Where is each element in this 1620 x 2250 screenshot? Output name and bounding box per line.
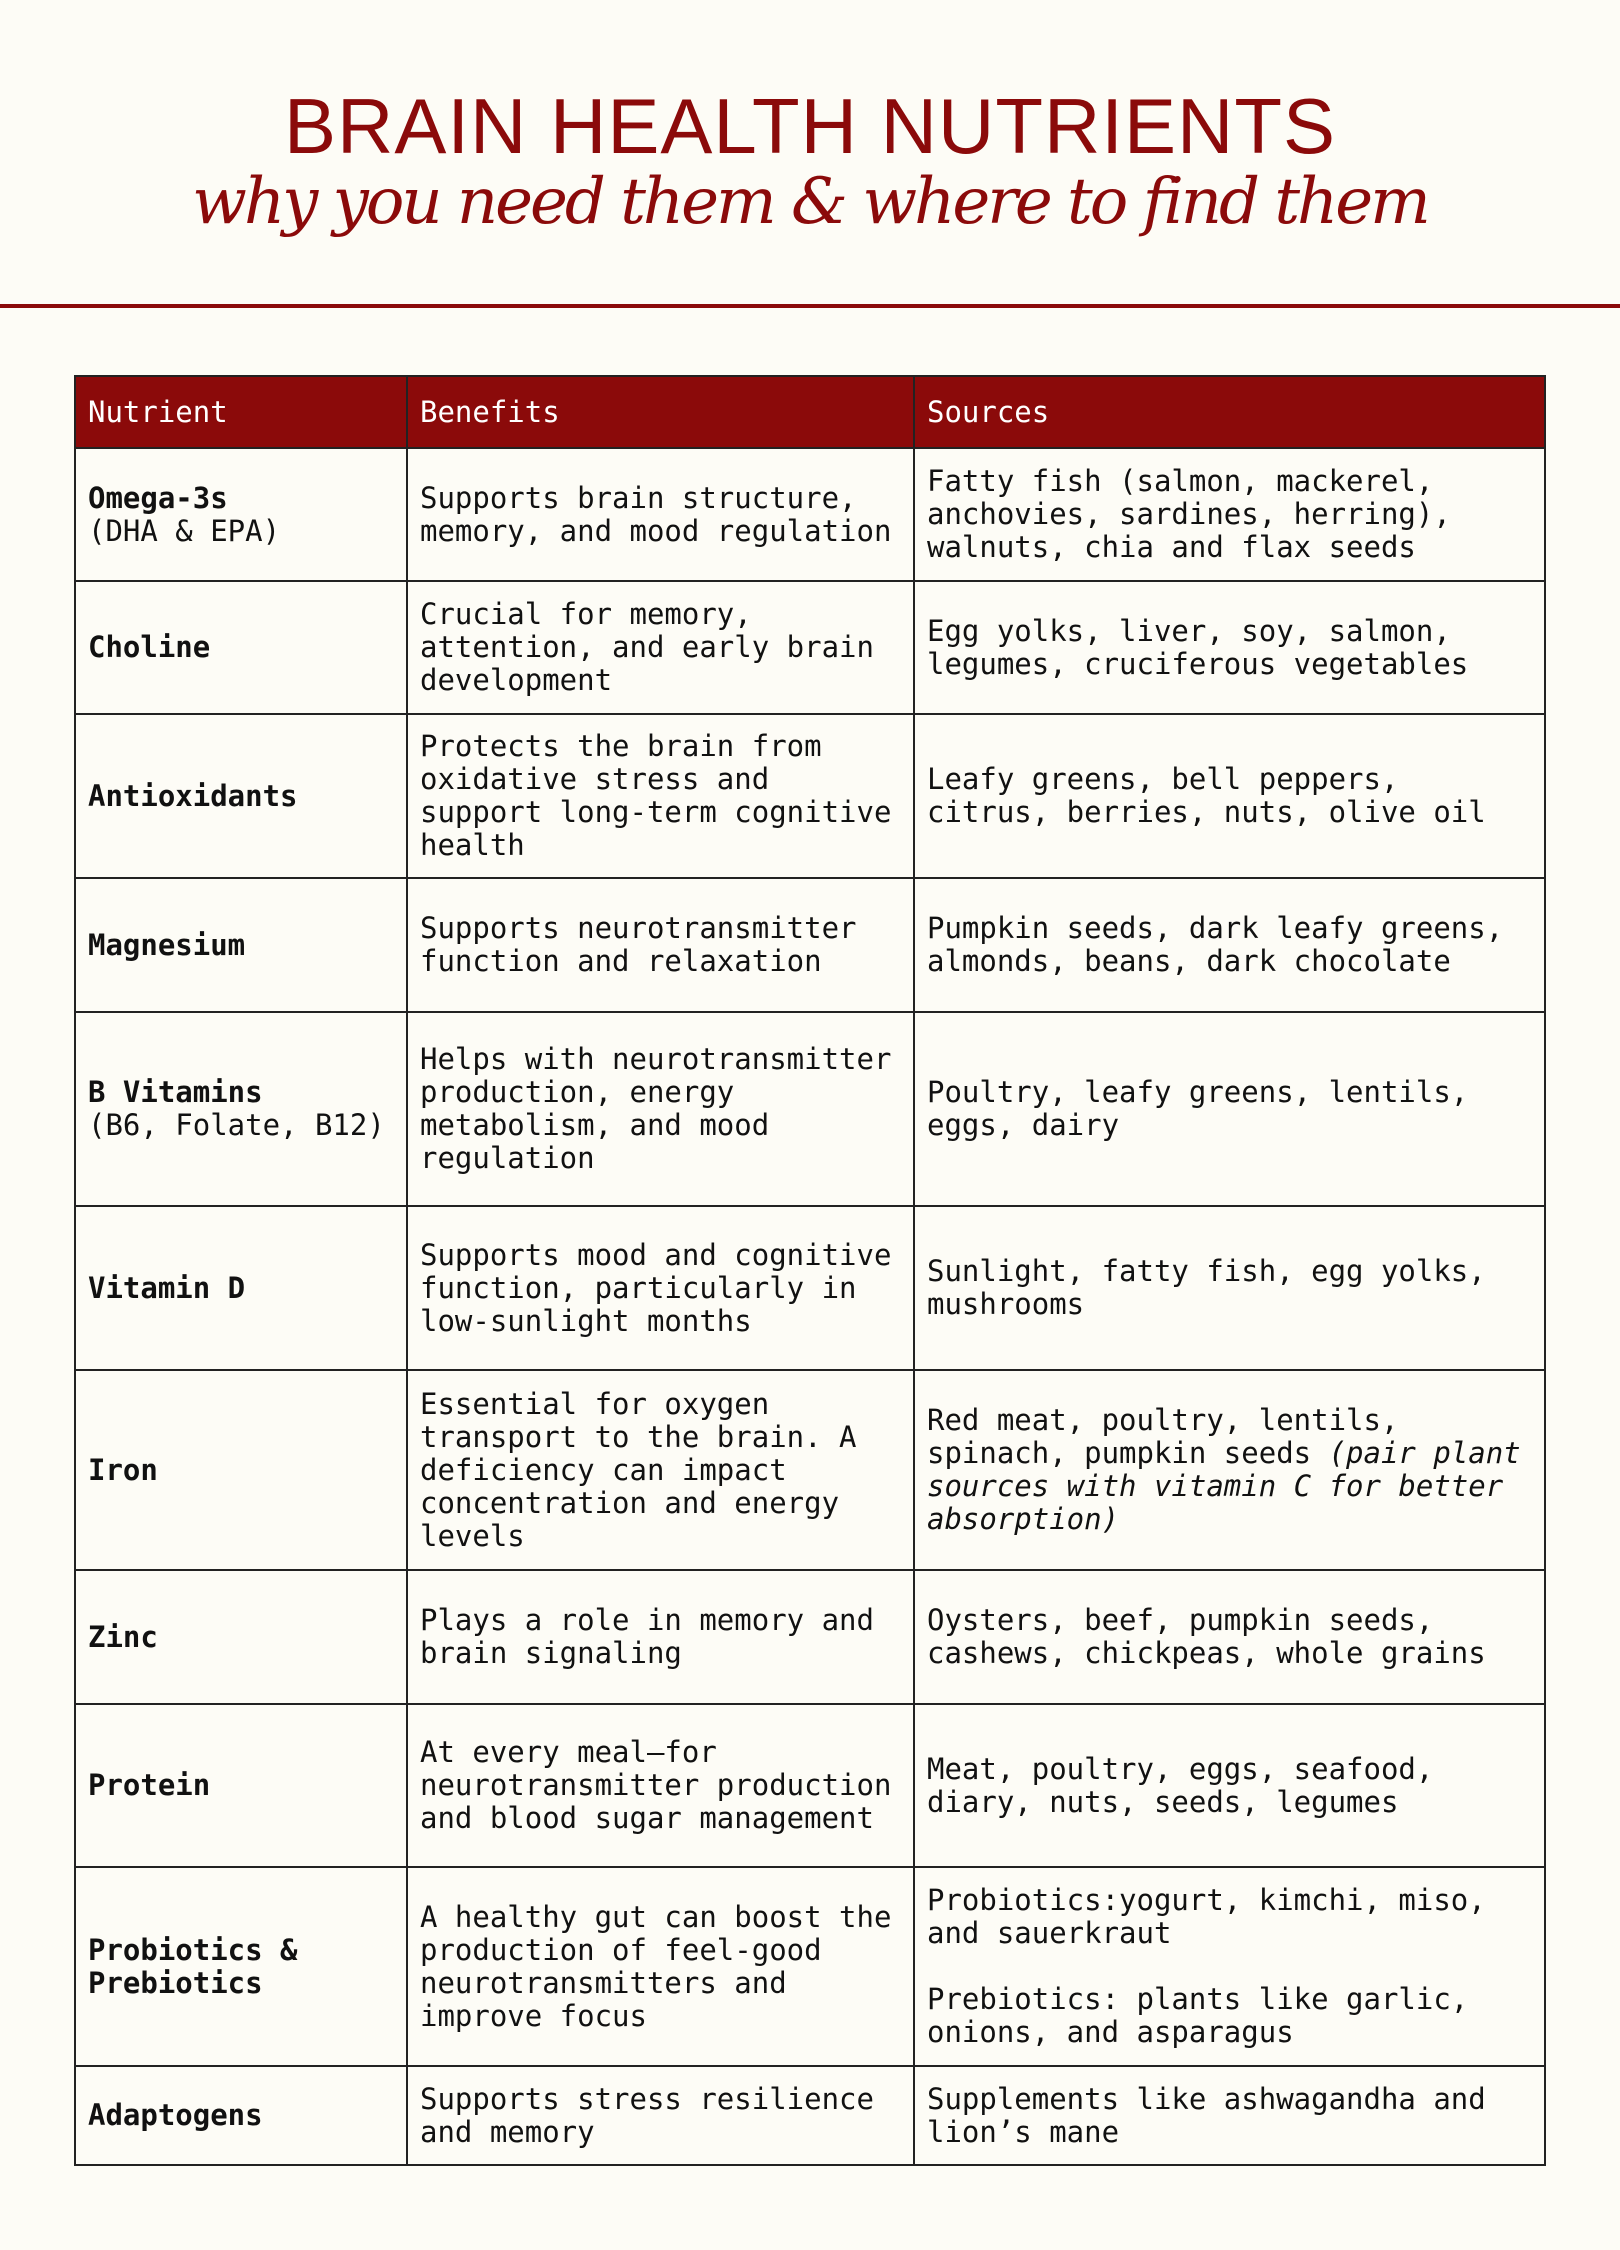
sources-cell: Supplements like ashwagandha and lion’s mane [914,2066,1545,2165]
benefits-cell: At every meal—for neurotransmitter production and blood sugar management [407,1704,914,1867]
table-row [75,1867,1545,2066]
table-row [75,878,1545,1012]
probiotics-sources: Probiotics:yogurt, kimchi, miso, and sauerkraut [927,1883,1486,1950]
table-row [75,2066,1545,2165]
sources-cell [914,1370,1545,1570]
nutrient-name: Iron [88,1452,158,1487]
sources-cell: Sunlight, fatty fish, egg yolks, mushrooms [914,1206,1545,1370]
nutrient-subtitle: (DHA & EPA) [88,513,281,548]
sources-cell: Meat, poultry, eggs, seafood, diary, nuts, seeds, legumes [914,1704,1545,1867]
benefits-cell: Protects the brain from oxidative stress and support long-term cognitive health [407,714,914,878]
benefits-cell: Supports neurotransmitter function and relaxation [407,878,914,1012]
nutrient-cell [75,1012,407,1206]
table-row [75,1370,1545,1570]
nutrient-name: Zinc [88,1619,158,1654]
sources-cell: Fatty fish (salmon, mackerel, anchovies, sardines, herring), walnuts, chia and flax seeds [914,448,1545,581]
sources-cell: Egg yolks, liver, soy, salmon, legumes, cruciferous vegetables [914,581,1545,714]
benefits-cell: Crucial for memory, attention, and early brain development [407,581,914,714]
nutrient-name: Vitamin D [88,1270,246,1305]
benefits-cell: Plays a role in memory and brain signaling [407,1570,914,1704]
benefits-cell: Essential for oxygen transport to the brain. A deficiency can impact concentration and energy levels [407,1370,914,1570]
nutrient-name: Omega-3s [88,480,228,515]
table-row [75,1012,1545,1206]
nutrient-name: Magnesium [88,927,246,962]
page-title: BRAIN HEALTH NUTRIENTS [284,82,1336,170]
column-header-nutrient: Nutrient [75,376,407,448]
table-header-row [75,376,1545,448]
nutrients-table [74,375,1546,2166]
benefits-cell: A healthy gut can boost the production of feel-good neurotransmitters and improve focus [407,1867,914,2066]
table-row [75,714,1545,878]
paragraph-gap [927,1950,1532,1983]
nutrient-name: Antioxidants [88,778,298,813]
nutrient-cell [75,1370,407,1570]
nutrient-cell [75,448,407,581]
nutrient-subtitle: (B6, Folate, B12) [88,1108,385,1142]
table-row [75,1704,1545,1867]
nutrient-cell [75,1867,407,2066]
column-header-benefits: Benefits [407,376,914,448]
benefits-cell: Supports mood and cognitive function, particularly in low-sunlight months [407,1206,914,1370]
page-subtitle: why you need them & where to find them [192,165,1428,239]
benefits-cell: Helps with neurotransmitter production, energy metabolism, and mood regulation [407,1012,914,1206]
sources-cell [914,1867,1545,2066]
benefits-cell: Supports brain structure, memory, and mood regulation [407,448,914,581]
sources-note: (pair plant sources with vitamin C for better absorption) [927,1436,1521,1536]
prebiotics-sources: Prebiotics: plants like garlic, onions, and asparagus [927,1982,1469,2049]
nutrient-name: Choline [88,630,211,664]
page-header [0,0,1620,310]
nutrient-cell [75,1704,407,1867]
nutrient-cell [75,2066,407,2165]
nutrient-name: Probiotics & Prebiotics [88,1932,298,2000]
table-row [75,1570,1545,1704]
sources-cell: Poultry, leafy greens, lentils, eggs, dairy [914,1012,1545,1206]
table-row [75,581,1545,714]
sources-cell: Oysters, beef, pumpkin seeds, cashews, chickpeas, whole grains [914,1570,1545,1704]
nutrient-name: Protein [88,1768,211,1802]
nutrient-name: B Vitamins [88,1075,263,1109]
table-row [75,448,1545,581]
nutrient-cell [75,714,407,878]
sources-text: Red meat, poultry, lentils, spinach, pumpkin seeds [927,1403,1399,1470]
sources-cell: Pumpkin seeds, dark leafy greens, almonds, beans, dark chocolate [914,878,1545,1012]
nutrient-cell [75,878,407,1012]
nutrient-name: Adaptogens [88,2098,263,2132]
nutrient-cell [75,581,407,714]
benefits-cell: Supports stress resilience and memory [407,2066,914,2165]
sources-cell: Leafy greens, bell peppers, citrus, berries, nuts, olive oil [914,714,1545,878]
table-row [75,1206,1545,1370]
header-divider [0,304,1620,308]
nutrient-cell [75,1206,407,1370]
nutrient-cell [75,1570,407,1704]
column-header-sources: Sources [914,376,1545,448]
